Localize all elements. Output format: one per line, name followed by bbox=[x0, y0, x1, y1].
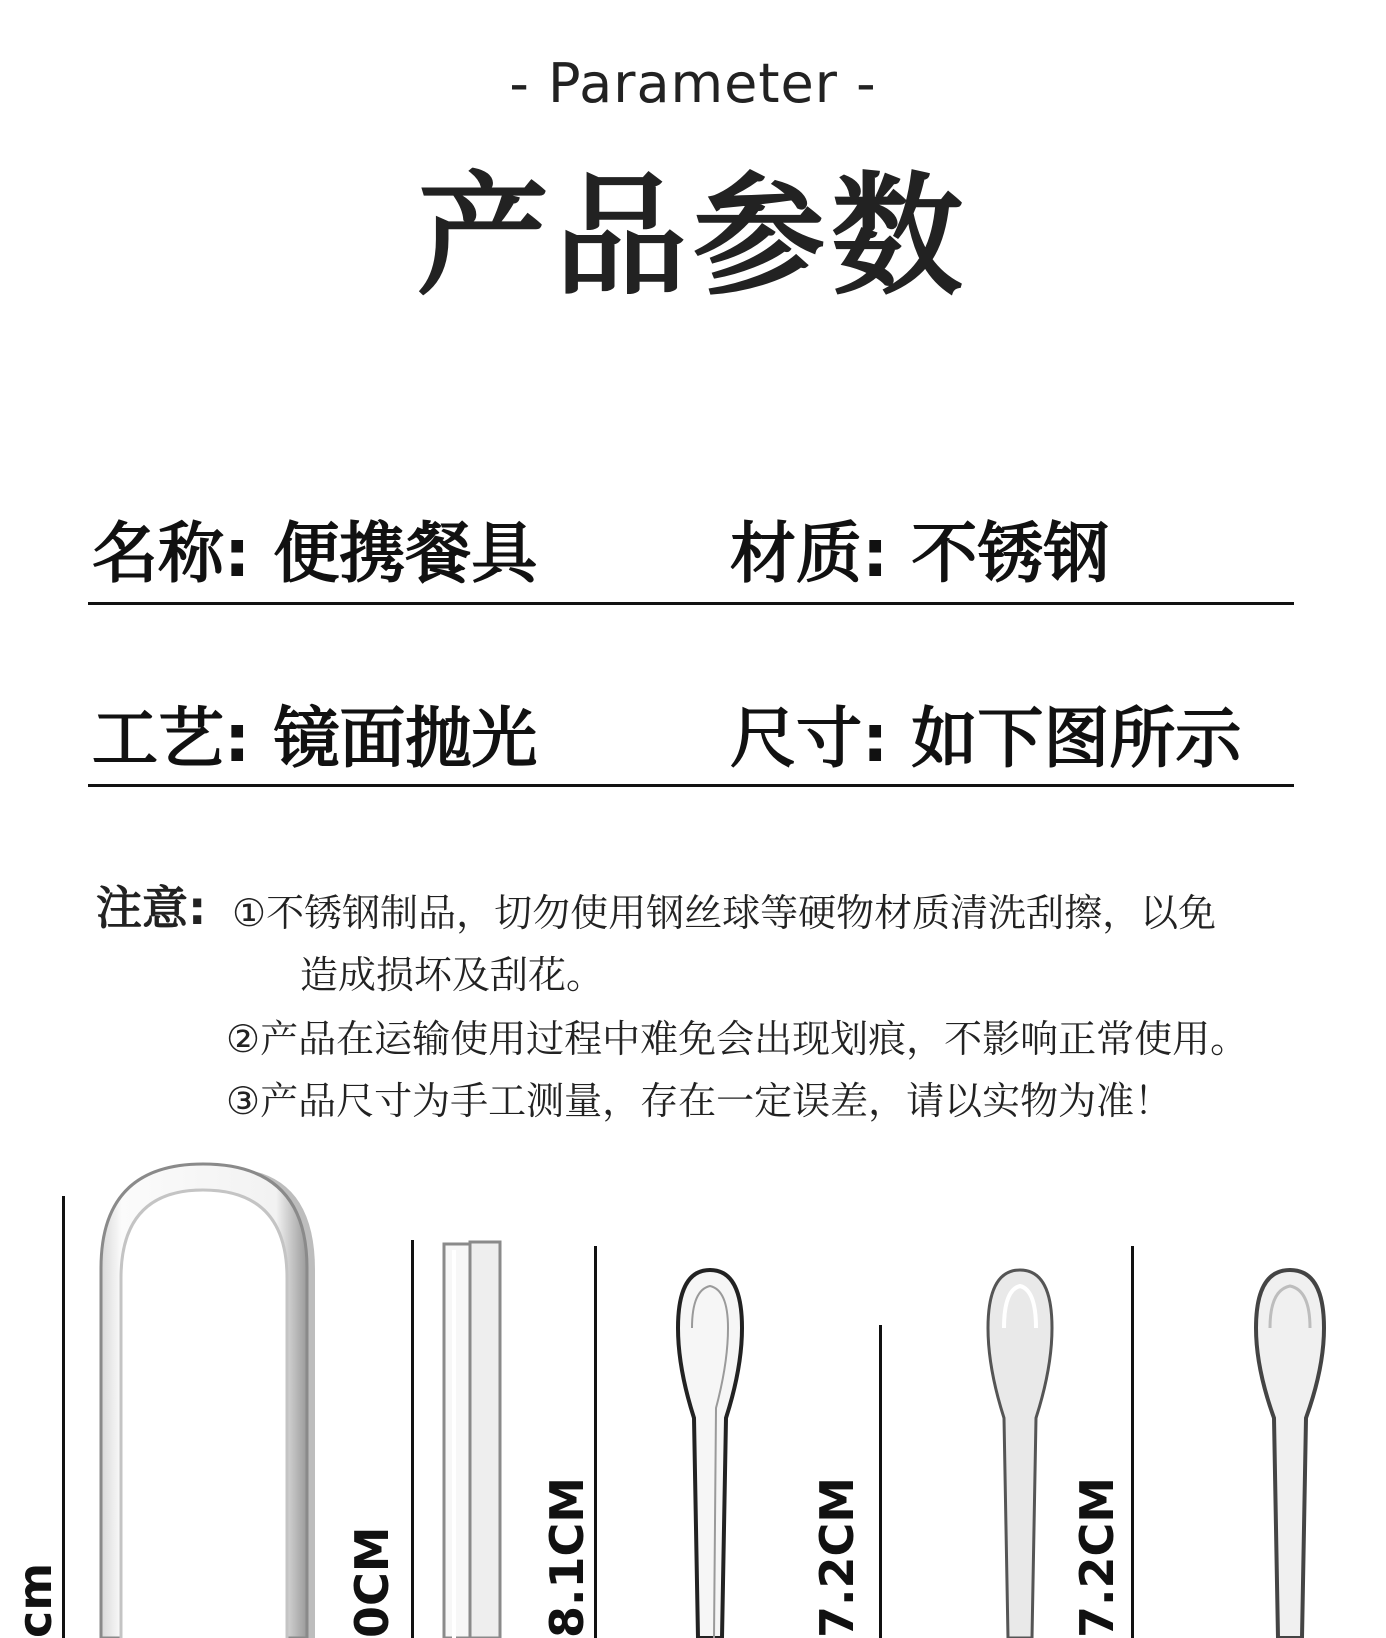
spec-size: 尺寸: 如下图所示 bbox=[730, 700, 1242, 777]
note-line-1b: 造成损坏及刮花。 bbox=[300, 953, 605, 997]
fork-image bbox=[980, 1268, 1060, 1638]
dimension-line bbox=[594, 1246, 597, 1638]
chopsticks-image bbox=[440, 1240, 510, 1638]
note-line-3: ③产品尺寸为手工测量，存在一定误差，请以实物为准！ bbox=[226, 1079, 1173, 1123]
dimension-label-spoon: 7.2CM bbox=[810, 1476, 864, 1638]
dimension-label-chopsticks: 8.1CM bbox=[540, 1476, 594, 1638]
spoon-image bbox=[670, 1268, 750, 1638]
dimension-line bbox=[1131, 1246, 1134, 1638]
note-line-1: ①不锈钢制品，切勿使用钢丝球等硬物材质清洗刮擦，以免 bbox=[232, 891, 1217, 935]
spec-craft: 工艺: 镜面抛光 bbox=[92, 700, 538, 777]
dimension-line bbox=[879, 1325, 882, 1638]
note-line-2: ②产品在运输使用过程中难免会出现划痕，不影响正常使用。 bbox=[226, 1017, 1249, 1061]
notes-label: 注意: bbox=[96, 881, 207, 935]
divider bbox=[88, 784, 1294, 787]
divider bbox=[88, 602, 1294, 605]
dimension-label-case-inner: 0CM bbox=[345, 1526, 399, 1638]
dimension-label-fork: 7.2CM bbox=[1070, 1476, 1124, 1638]
section-subtitle: - Parameter - bbox=[509, 52, 877, 115]
dimension-line bbox=[62, 1196, 65, 1638]
storage-case-image bbox=[95, 1160, 320, 1638]
spec-material: 材质: 不锈钢 bbox=[730, 515, 1110, 592]
dimension-line bbox=[411, 1240, 414, 1638]
page-title: 产品参数 bbox=[417, 160, 969, 314]
spoon-image bbox=[1248, 1268, 1333, 1638]
spec-name: 名称: 便携餐具 bbox=[92, 515, 538, 592]
dimension-label-case: cm bbox=[8, 1562, 62, 1638]
